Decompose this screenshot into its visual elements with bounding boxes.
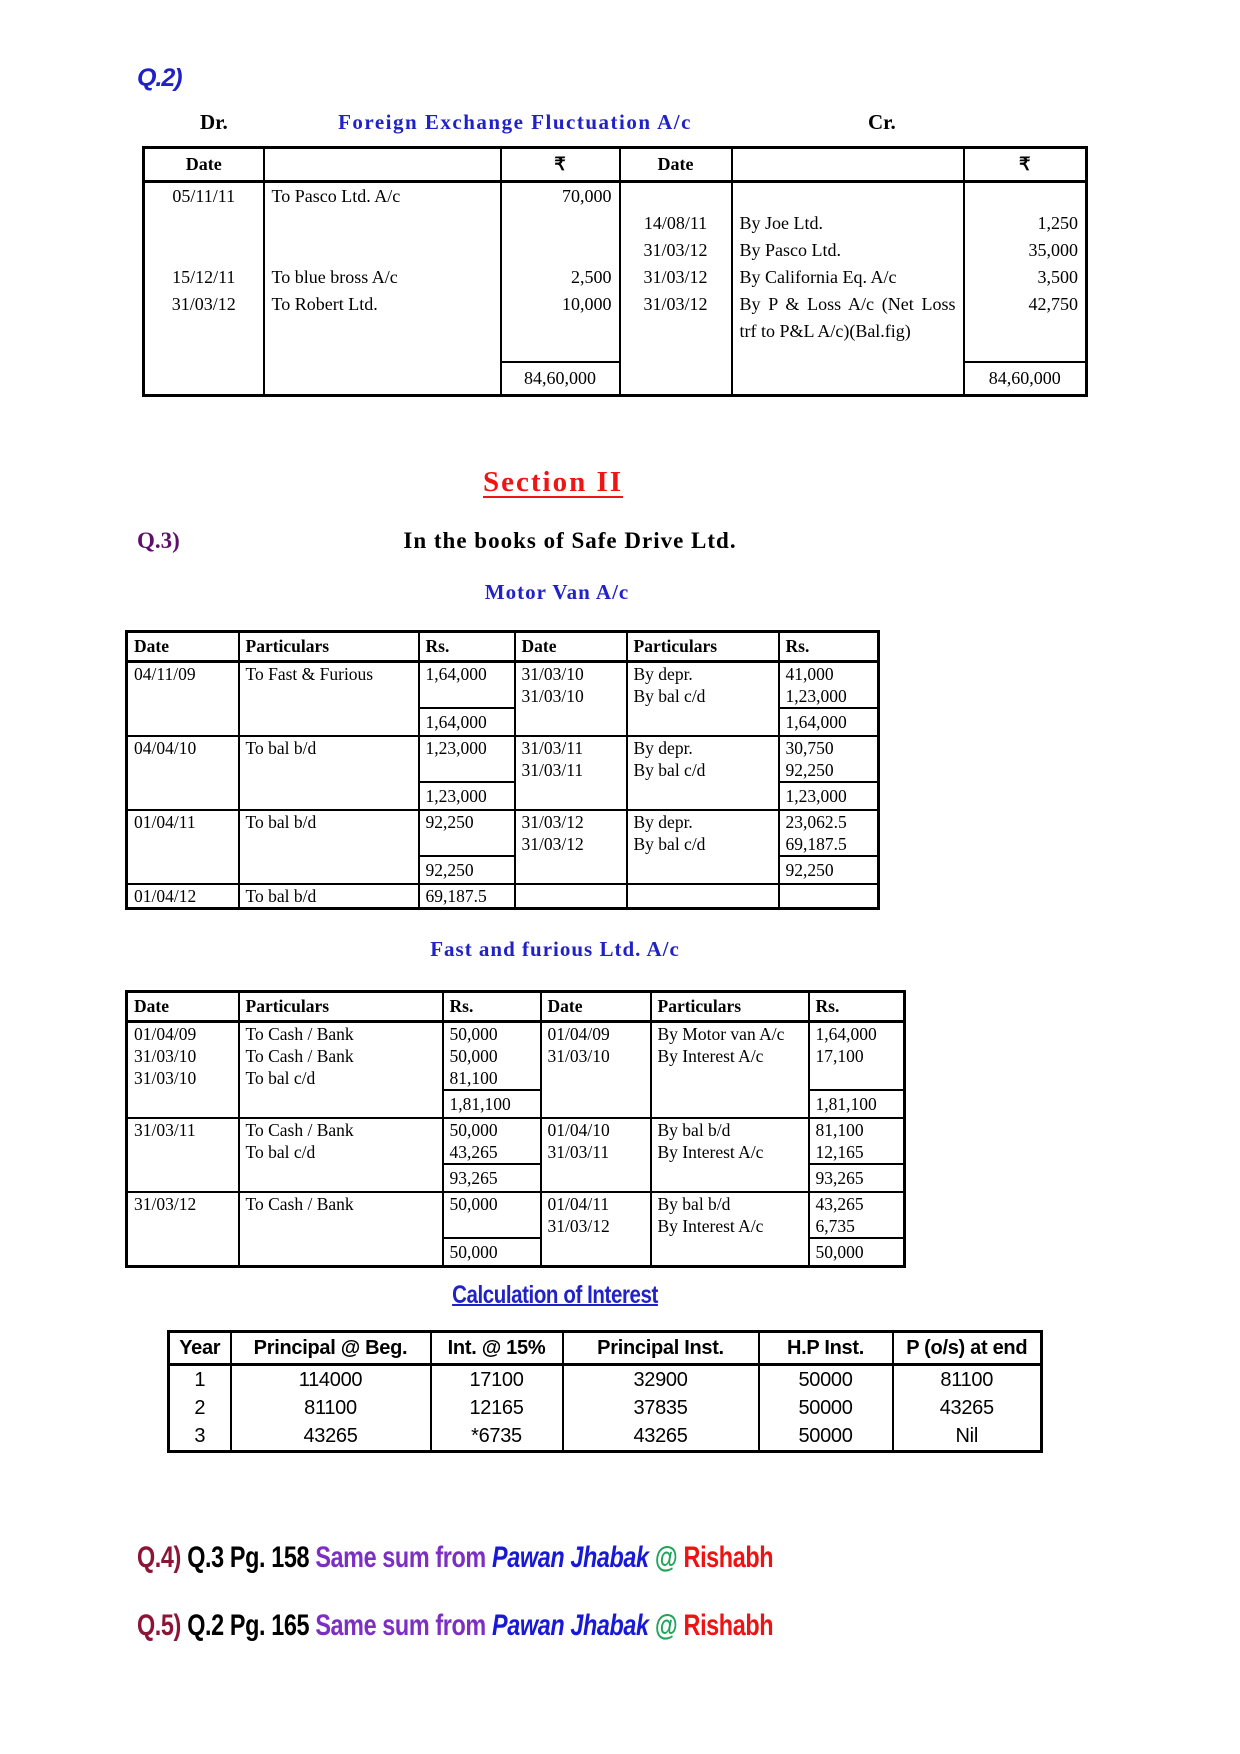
cell	[443, 1215, 541, 1238]
cell: 50,000	[443, 1022, 541, 1046]
total-cell: 93,265	[809, 1164, 905, 1192]
header-cell: Rs.	[419, 632, 515, 662]
dr-label: Dr.	[200, 110, 228, 134]
cell: By bal c/d	[627, 759, 779, 782]
header-cell: ₹	[964, 148, 1087, 182]
total-cell: 1,64,000	[779, 708, 879, 736]
cell: 43265	[231, 1422, 431, 1452]
table-header-row	[127, 992, 905, 1022]
cell: To Pasco Ltd. A/c	[264, 182, 501, 211]
cell: 1	[169, 1365, 231, 1395]
cell	[620, 182, 732, 211]
cell: Nil	[955, 1425, 978, 1447]
cell	[515, 708, 627, 736]
table-header-row	[144, 148, 1087, 182]
header-cell: Date	[620, 148, 732, 182]
cell: 12165	[431, 1394, 563, 1422]
cell: 35,000	[1028, 240, 1078, 260]
cell: To Cash / Bank	[239, 1192, 443, 1215]
cell: 50,000	[443, 1118, 541, 1141]
cell	[732, 182, 964, 211]
fast-furious-table	[125, 990, 906, 1268]
totals-row	[127, 1238, 905, 1267]
note-phrase: Same sum from	[315, 1609, 486, 1642]
cell: 92,250	[419, 810, 515, 833]
cell: By P & Loss A/c (Net Loss trf to P&L A/c)(Bal.fig)	[732, 291, 964, 345]
cell	[809, 1067, 905, 1090]
cell: To bal b/d	[239, 810, 419, 833]
cell: 81,100	[809, 1118, 905, 1141]
cell	[264, 237, 501, 264]
cell	[127, 759, 239, 782]
header-cell	[264, 148, 501, 182]
table-row	[144, 182, 1087, 211]
cell: To blue bross A/c	[264, 264, 501, 291]
cell: 81100	[231, 1394, 431, 1422]
cell	[651, 1067, 809, 1090]
cell	[541, 1090, 651, 1118]
table-header-body	[127, 632, 879, 662]
cell: By Pasco Ltd.	[732, 237, 964, 264]
cell: 31/03/12	[515, 810, 627, 833]
cell	[264, 210, 501, 237]
cell: 50000	[759, 1422, 893, 1452]
cell: 1,250	[1037, 213, 1078, 233]
cell: To Fast & Furious	[239, 662, 419, 686]
note-line-q4	[137, 1541, 779, 1575]
header-cell: ₹	[501, 148, 620, 182]
cell: 31/03/11	[541, 1141, 651, 1164]
cell: 50,000	[443, 1045, 541, 1067]
table-row	[127, 1045, 905, 1067]
ledger-block	[127, 1192, 905, 1267]
header-cell: Particulars	[239, 992, 443, 1022]
header-cell: Date	[127, 992, 239, 1022]
totals-row	[127, 708, 879, 736]
total-cell: 1,81,100	[443, 1090, 541, 1118]
cell	[239, 1215, 443, 1238]
total-cell: 50,000	[809, 1238, 905, 1267]
table-row	[127, 1215, 905, 1238]
header-cell: Date	[541, 992, 651, 1022]
cell: 04/11/09	[127, 662, 239, 686]
cell	[127, 1090, 239, 1118]
cell: By bal b/d	[651, 1118, 809, 1141]
header-cell: Date	[127, 632, 239, 662]
cell	[127, 1238, 239, 1267]
cell: 43265	[563, 1422, 759, 1452]
table-row	[127, 810, 879, 833]
table-body	[169, 1332, 1042, 1452]
cell	[144, 210, 264, 237]
note-q-label: Q.4)	[137, 1541, 181, 1574]
cell	[541, 1164, 651, 1192]
table-header-row	[169, 1332, 1042, 1365]
cell: 31/03/10	[127, 1045, 239, 1067]
fx-table-body	[144, 148, 1087, 396]
cell	[239, 1164, 443, 1192]
cell	[620, 345, 732, 362]
cell: 3	[169, 1422, 231, 1452]
cell	[127, 782, 239, 810]
cell: 81,100	[443, 1067, 541, 1090]
ledger-block	[127, 884, 879, 909]
cell: To Robert Ltd.	[264, 291, 501, 345]
cell: 2	[169, 1394, 231, 1422]
cell: 32900	[563, 1365, 759, 1395]
cell	[779, 884, 879, 909]
cell: 43,265	[809, 1192, 905, 1215]
cell: To bal c/d	[239, 1067, 443, 1090]
table-row	[127, 736, 879, 759]
cell: 69,187.5	[785, 834, 847, 854]
cell	[127, 1141, 239, 1164]
cell	[127, 1164, 239, 1192]
total-cell: 93,265	[443, 1164, 541, 1192]
cell	[501, 345, 620, 362]
cell: 31/03/12	[541, 1215, 651, 1238]
header-cell: Principal @ Beg.	[231, 1332, 431, 1365]
table-row	[127, 833, 879, 856]
cell: 31/03/12	[127, 1192, 239, 1215]
cell	[127, 856, 239, 884]
cell	[239, 759, 419, 782]
cell	[501, 210, 620, 237]
cell	[620, 362, 732, 396]
cell	[144, 345, 264, 362]
spacer-row	[144, 345, 1087, 362]
cell: 05/11/11	[144, 182, 264, 211]
cell	[541, 1238, 651, 1267]
cell: 69,187.5	[419, 884, 515, 909]
cell	[627, 856, 779, 884]
cell: 31/03/12	[620, 237, 732, 264]
cell: 31/03/10	[541, 1045, 651, 1067]
note-author: Pawan Jhabak	[492, 1541, 649, 1574]
totals-row	[144, 362, 1087, 396]
table-header-body	[127, 992, 905, 1022]
cell: 31/03/11	[515, 759, 627, 782]
cell: 114000	[231, 1365, 431, 1395]
cell: 14/08/11	[620, 210, 732, 237]
ledger-block	[127, 736, 879, 810]
header-cell: P (o/s) at end	[893, 1332, 1042, 1365]
header-cell: Particulars	[651, 992, 809, 1022]
cell	[239, 833, 419, 856]
cell: 01/04/10	[541, 1118, 651, 1141]
cell	[127, 708, 239, 736]
header-cell: Year	[169, 1332, 231, 1365]
cell: 10,000	[501, 291, 620, 345]
table-row	[169, 1394, 1042, 1422]
table-row	[127, 1118, 905, 1141]
cell	[239, 685, 419, 708]
cell: 30,750	[779, 736, 879, 759]
total-cell: 84,60,000	[501, 362, 620, 396]
q2-label: Q.2)	[137, 64, 182, 92]
cell: 41,000	[779, 662, 879, 686]
cell: By Joe Ltd.	[732, 210, 964, 237]
fx-account-headline	[142, 110, 1085, 140]
cell	[144, 362, 264, 396]
cell	[732, 362, 964, 396]
cell	[127, 833, 239, 856]
cell: By California Eq. A/c	[732, 264, 964, 291]
note-author: Pawan Jhabak	[492, 1609, 649, 1642]
cell	[239, 782, 419, 810]
cell: 15/12/11	[144, 264, 264, 291]
header-cell: H.P Inst.	[759, 1332, 893, 1365]
cell	[239, 1090, 443, 1118]
cell	[627, 708, 779, 736]
header-cell	[732, 148, 964, 182]
cell: 23,062.5	[779, 810, 879, 833]
cell	[501, 237, 620, 264]
cell: 17100	[431, 1365, 563, 1395]
cell: 6,735	[815, 1216, 855, 1236]
header-cell: Particulars	[627, 632, 779, 662]
cell: 50000	[759, 1365, 893, 1395]
cell	[541, 1067, 651, 1090]
interest-calc-table	[167, 1330, 1043, 1453]
table-row	[127, 1141, 905, 1164]
cell	[627, 884, 779, 909]
cell: By bal c/d	[627, 833, 779, 856]
cell	[144, 237, 264, 264]
cell: To bal c/d	[239, 1141, 443, 1164]
cell	[419, 759, 515, 782]
interest-calc-title: Calculation of Interest	[452, 1281, 658, 1309]
cell: 31/03/10	[515, 685, 627, 708]
cell: By bal c/d	[627, 685, 779, 708]
cell: 1,23,000	[419, 736, 515, 759]
table-row	[144, 237, 1087, 264]
cell: 92,250	[785, 760, 834, 780]
cell: 04/04/10	[127, 736, 239, 759]
total-cell: 92,250	[419, 856, 515, 884]
total-cell: 1,23,000	[779, 782, 879, 810]
cell: 1,64,000	[809, 1022, 905, 1046]
total-cell: 1,64,000	[419, 708, 515, 736]
cell	[127, 1215, 239, 1238]
header-cell: Rs.	[779, 632, 879, 662]
ledger-block	[127, 662, 879, 737]
header-cell: Int. @ 15%	[431, 1332, 563, 1365]
note-phrase: Same sum from	[315, 1541, 486, 1574]
table-row	[127, 662, 879, 686]
cell: 12,165	[815, 1142, 864, 1162]
cell	[515, 856, 627, 884]
cell	[964, 345, 1087, 362]
cell: 1,23,000	[785, 686, 847, 706]
note-at-sign: @	[654, 1609, 678, 1642]
table-row	[169, 1365, 1042, 1395]
ledger-block	[127, 1118, 905, 1192]
cell: By depr.	[627, 736, 779, 759]
cell: To Cash / Bank	[239, 1118, 443, 1141]
cell	[419, 833, 515, 856]
header-cell: Rs.	[809, 992, 905, 1022]
table-row	[127, 884, 879, 909]
cell: 50,000	[443, 1192, 541, 1215]
cell: 37835	[563, 1394, 759, 1422]
note-ref: Q.2 Pg. 165	[187, 1609, 310, 1642]
header-cell: Date	[515, 632, 627, 662]
ledger-block	[127, 810, 879, 884]
cell	[964, 182, 1087, 211]
table-row	[127, 1067, 905, 1090]
cell	[239, 856, 419, 884]
totals-row	[127, 782, 879, 810]
cell: By Interest A/c	[651, 1045, 809, 1067]
cell	[239, 708, 419, 736]
cell: 31/03/11	[127, 1118, 239, 1141]
cell: 31/03/10	[515, 662, 627, 686]
header-cell: Principal Inst.	[563, 1332, 759, 1365]
table-row	[127, 1192, 905, 1215]
cell: 43265	[939, 1397, 994, 1419]
header-cell: Rs.	[443, 992, 541, 1022]
total-cell: 84,60,000	[964, 362, 1087, 396]
cell: 70,000	[501, 182, 620, 211]
cell	[264, 362, 501, 396]
cell: To bal b/d	[239, 736, 419, 759]
header-cell: Particulars	[239, 632, 419, 662]
section-title: Section II	[482, 466, 624, 498]
note-name: Rishabh	[683, 1609, 774, 1642]
cell: 31/03/12	[620, 291, 732, 345]
cell: By depr.	[627, 662, 779, 686]
cell	[651, 1090, 809, 1118]
fast-furious-title: Fast and furious Ltd. A/c	[430, 937, 680, 961]
cell	[732, 345, 964, 362]
cell	[627, 782, 779, 810]
cell	[264, 345, 501, 362]
table-row	[127, 759, 879, 782]
cell: 2,500	[501, 264, 620, 291]
fx-account-table	[142, 146, 1088, 397]
total-cell: 1,23,000	[419, 782, 515, 810]
cell	[515, 884, 627, 909]
cell: By Motor van A/c	[651, 1022, 809, 1046]
cell: 31/03/12	[515, 833, 627, 856]
cell: 31/03/12	[144, 291, 264, 345]
cr-label: Cr.	[868, 110, 896, 134]
table-row	[144, 291, 1087, 345]
total-cell: 1,81,100	[809, 1090, 905, 1118]
cell	[127, 685, 239, 708]
header-cell: Date	[144, 148, 264, 182]
cell: 01/04/09	[127, 1022, 239, 1046]
ledger-block	[127, 1022, 905, 1119]
note-at-sign: @	[654, 1541, 678, 1574]
cell: *6735	[431, 1422, 563, 1452]
cell: By Interest A/c	[651, 1141, 809, 1164]
cell: 81100	[940, 1369, 994, 1391]
cell: By depr.	[627, 810, 779, 833]
cell: 01/04/11	[127, 810, 239, 833]
cell: 43,265	[443, 1141, 541, 1164]
cell	[515, 782, 627, 810]
fx-account-title: Foreign Exchange Fluctuation A/c	[338, 110, 692, 134]
table-row	[169, 1422, 1042, 1452]
cell: 01/04/12	[127, 884, 239, 909]
cell	[651, 1238, 809, 1267]
totals-row	[127, 1164, 905, 1192]
cell	[419, 685, 515, 708]
table-row	[127, 685, 879, 708]
motor-van-table	[125, 630, 880, 910]
table-header-row	[127, 632, 879, 662]
cell: To Cash / Bank	[239, 1045, 443, 1067]
total-cell: 92,250	[779, 856, 879, 884]
books-title: In the books of Safe Drive Ltd.	[403, 528, 737, 553]
cell: To Cash / Bank	[239, 1022, 443, 1046]
cell: 50000	[759, 1394, 893, 1422]
cell: 3,500	[1037, 267, 1078, 287]
note-q-label: Q.5)	[137, 1609, 181, 1642]
cell: By bal b/d	[651, 1192, 809, 1215]
cell: 42,750	[1028, 294, 1078, 314]
cell	[239, 1238, 443, 1267]
table-row	[144, 210, 1087, 237]
cell: 01/04/11	[541, 1192, 651, 1215]
cell	[651, 1164, 809, 1192]
note-line-q5	[137, 1609, 779, 1643]
totals-row	[127, 856, 879, 884]
cell: To bal b/d	[239, 884, 419, 909]
cell: 1,64,000	[419, 662, 515, 686]
cell: 31/03/12	[620, 264, 732, 291]
cell: By Interest A/c	[651, 1215, 809, 1238]
note-name: Rishabh	[683, 1541, 774, 1574]
cell: 17,100	[815, 1046, 864, 1066]
totals-row	[127, 1090, 905, 1118]
table-row	[144, 264, 1087, 291]
cell: 31/03/10	[127, 1067, 239, 1090]
q3-label: Q.3)	[137, 528, 180, 553]
cell: 31/03/11	[515, 736, 627, 759]
table-row	[127, 1022, 905, 1046]
total-cell: 50,000	[443, 1238, 541, 1267]
cell: 01/04/09	[541, 1022, 651, 1046]
note-ref: Q.3 Pg. 158	[187, 1541, 310, 1574]
motor-van-title: Motor Van A/c	[484, 580, 630, 604]
